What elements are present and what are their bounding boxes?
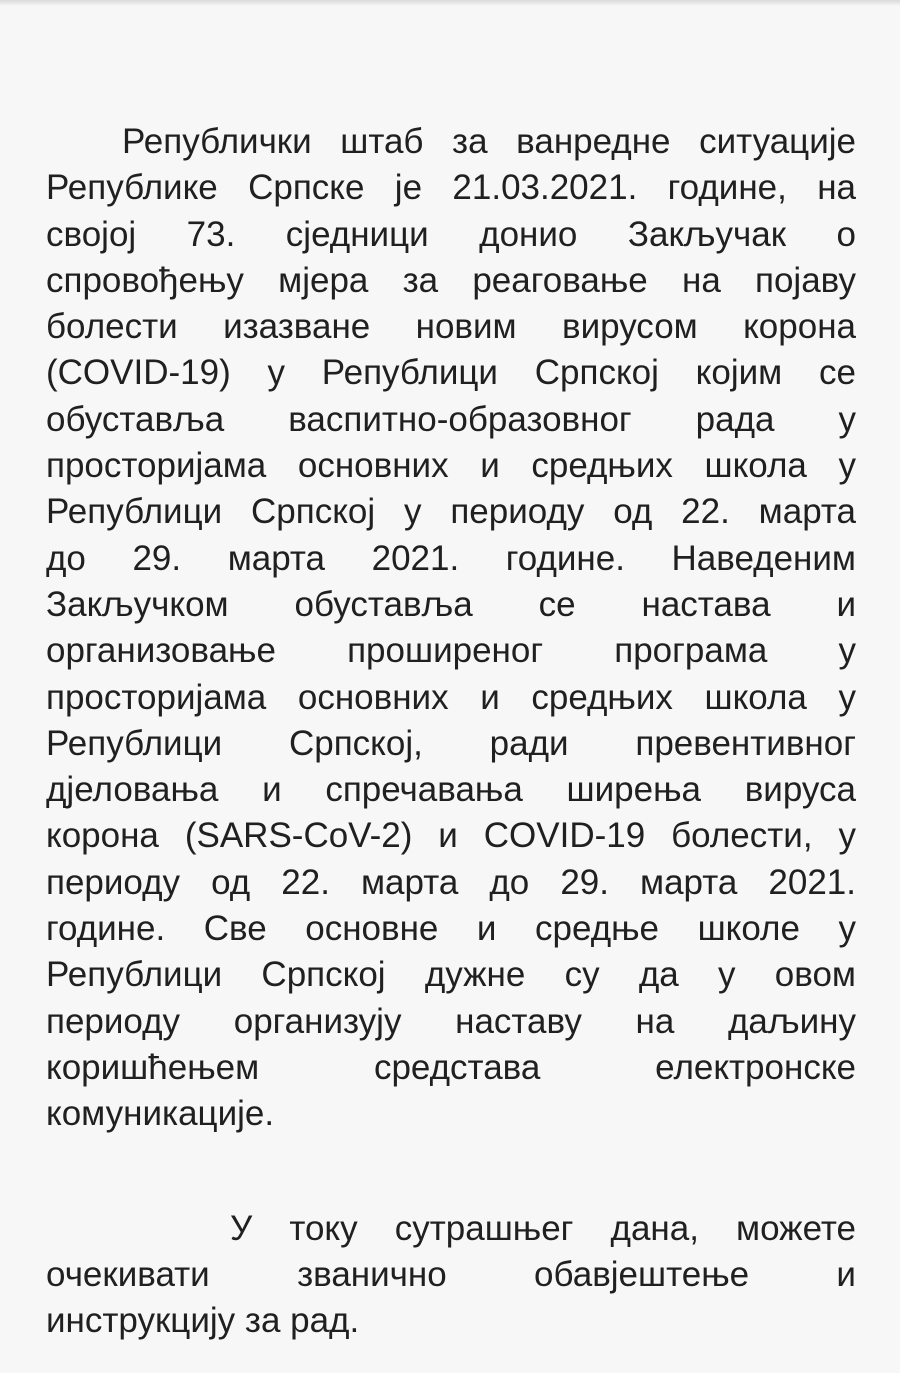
paragraph-1	[46, 119, 856, 1138]
paragraph-spacer	[46, 1138, 856, 1206]
paragraph-line: коришћењем средстава електронске	[46, 1047, 856, 1087]
paragraph-line: корона (SARS-CoV-2) и COVID-19 болести, у	[46, 816, 856, 856]
paragraph-line: обуставља васпитно-образовног рада у	[46, 399, 856, 439]
paragraph-line: просторијама основних и средњих школа у	[46, 446, 856, 486]
paragraph-line: Републички штаб за ванредне ситуације	[122, 122, 856, 161]
top-edge-shadow	[0, 0, 900, 6]
paragraph-line: својој 73. сједници донио Закључак о	[46, 214, 856, 254]
paragraph-line: периоду од 22. марта до 29. марта 2021.	[46, 862, 856, 902]
paragraph-line: спровођењу мјера за реаговање на појаву	[46, 260, 856, 300]
paragraph-line: до 29. марта 2021. године. Наведеним	[46, 538, 856, 578]
paragraph-line: очекивати званично обавјештење и	[46, 1254, 856, 1294]
paragraph-line: (COVID-19) у Републици Српској којим се	[46, 353, 856, 393]
paragraph-line: комуникације.	[46, 1094, 275, 1134]
paragraph-line: дјеловања и спречавања ширења вируса	[46, 770, 856, 810]
paragraph-line: Републици Српској, ради превентивног	[46, 723, 856, 763]
paragraph-line: Републици Српској у периоду од 22. марта	[46, 492, 856, 532]
paragraph-line: инструкцију за рад.	[46, 1301, 360, 1341]
paragraph-line: Републике Српске је 21.03.2021. године, на	[46, 168, 856, 208]
paragraph-line: У току сутрашњег дана, можете	[230, 1208, 856, 1248]
paragraph-2	[46, 1206, 856, 1345]
paragraph-line: организовање проширеног програма у	[46, 631, 856, 671]
paragraph-line: болести изазване новим вирусом корона	[46, 307, 856, 347]
paragraph-line: периоду организују наставу на даљину	[46, 1001, 856, 1041]
document-body	[46, 119, 856, 1344]
paragraph-line: просторијама основних и средњих школа у	[46, 677, 856, 717]
paragraph-line: године. Све основне и средње школе у	[46, 909, 856, 949]
paragraph-line: Закључком обуставља се настава и	[46, 584, 856, 624]
paragraph-line: Републици Српској дужне су да у овом	[46, 955, 856, 995]
